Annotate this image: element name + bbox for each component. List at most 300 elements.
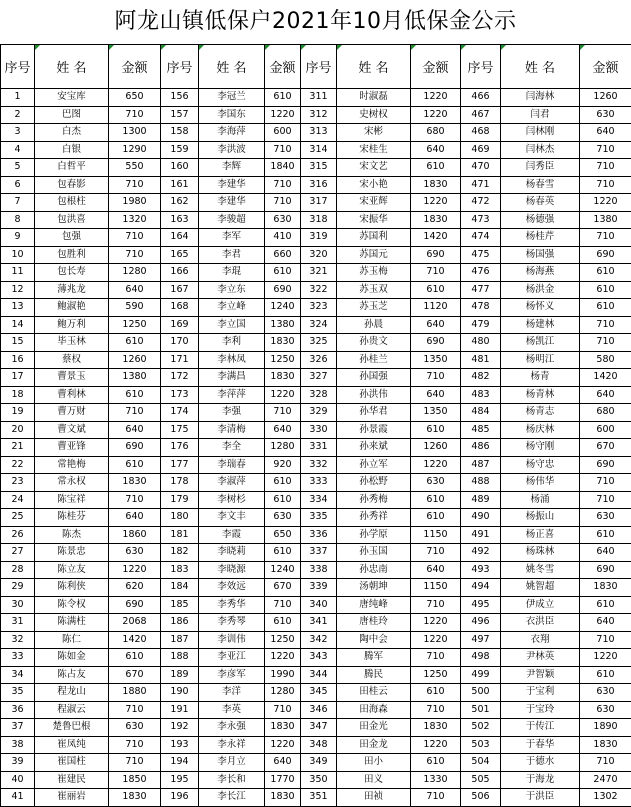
index-cell: 25 — [1, 509, 35, 527]
index-cell: 471 — [461, 176, 501, 194]
amount-cell: 1830 — [580, 736, 631, 754]
name-cell: 李永强 — [199, 719, 265, 737]
name-cell: 孙国强 — [337, 369, 411, 387]
amount-cell: 710 — [109, 106, 161, 124]
index-cell: 311 — [301, 89, 337, 107]
index-cell: 160 — [161, 159, 199, 177]
cell-marker-icon — [199, 45, 204, 50]
table-row — [1, 579, 631, 597]
index-cell: 487 — [461, 456, 501, 474]
index-cell: 333 — [301, 474, 337, 492]
table-row — [1, 124, 631, 142]
index-cell: 167 — [161, 281, 199, 299]
index-cell: 329 — [301, 404, 337, 422]
name-cell: 陈桂芬 — [35, 509, 109, 527]
name-cell: 于宝玲 — [501, 701, 580, 719]
table-row — [1, 176, 631, 194]
name-cell: 杨海燕 — [501, 264, 580, 282]
amount-cell: 1220 — [580, 194, 631, 212]
name-cell: 闫林杰 — [501, 141, 580, 159]
name-cell: 李满昌 — [199, 369, 265, 387]
amount-cell: 680 — [411, 124, 461, 142]
header-col-name-2 — [199, 45, 265, 89]
table-row — [1, 316, 631, 334]
amount-cell: 710 — [411, 649, 461, 667]
index-cell: 39 — [1, 754, 35, 772]
name-cell: 杨青 — [501, 369, 580, 387]
cell-marker-icon — [265, 45, 270, 50]
name-cell: 孙晨 — [337, 316, 411, 334]
name-cell: 李月立 — [199, 754, 265, 772]
name-cell: 田金光 — [337, 719, 411, 737]
name-cell: 衣洪臣 — [501, 614, 580, 632]
amount-cell: 1240 — [265, 299, 301, 317]
name-cell: 李长和 — [199, 771, 265, 789]
index-cell: 163 — [161, 211, 199, 229]
cell-marker-icon — [580, 45, 585, 50]
name-cell: 杨伟华 — [501, 474, 580, 492]
amount-cell: 610 — [265, 264, 301, 282]
name-cell: 崔国柱 — [35, 754, 109, 772]
name-cell: 李海萍 — [199, 124, 265, 142]
amount-cell: 1840 — [265, 159, 301, 177]
name-cell: 闫秀臣 — [501, 159, 580, 177]
amount-cell: 710 — [109, 736, 161, 754]
amount-cell: 610 — [580, 596, 631, 614]
name-cell: 李清梅 — [199, 421, 265, 439]
name-cell: 汤朝坤 — [337, 579, 411, 597]
name-cell: 常永权 — [35, 474, 109, 492]
amount-cell: 710 — [580, 631, 631, 649]
index-cell: 156 — [161, 89, 199, 107]
name-cell: 陈满柱 — [35, 614, 109, 632]
amount-cell: 1420 — [109, 631, 161, 649]
cell-marker-icon — [501, 45, 506, 50]
amount-cell: 610 — [580, 281, 631, 299]
index-cell: 318 — [301, 211, 337, 229]
index-cell: 312 — [301, 106, 337, 124]
name-cell: 苏玉梅 — [337, 264, 411, 282]
table-row — [1, 194, 631, 212]
name-cell: 杨守忠 — [501, 456, 580, 474]
index-cell: 506 — [461, 789, 501, 807]
header-col-name-3 — [337, 45, 411, 89]
table-row — [1, 509, 631, 527]
index-cell: 162 — [161, 194, 199, 212]
name-cell: 宋振华 — [337, 211, 411, 229]
index-cell: 473 — [461, 211, 501, 229]
amount-cell: 1350 — [411, 351, 461, 369]
amount-cell: 710 — [411, 701, 461, 719]
amount-cell: 690 — [109, 596, 161, 614]
name-cell: 程淑云 — [35, 701, 109, 719]
index-cell: 336 — [301, 526, 337, 544]
amount-cell: 610 — [109, 386, 161, 404]
header-col-amount-1 — [109, 45, 161, 89]
name-cell: 白杰 — [35, 124, 109, 142]
amount-cell: 710 — [411, 369, 461, 387]
amount-cell: 410 — [265, 229, 301, 247]
amount-cell: 1830 — [411, 176, 461, 194]
index-cell: 40 — [1, 771, 35, 789]
name-cell: 毕玉林 — [35, 334, 109, 352]
index-cell: 498 — [461, 649, 501, 667]
index-cell: 184 — [161, 579, 199, 597]
amount-cell: 690 — [411, 246, 461, 264]
table-row — [1, 631, 631, 649]
amount-cell: 640 — [109, 281, 161, 299]
amount-cell: 590 — [109, 299, 161, 317]
index-cell: 21 — [1, 439, 35, 457]
index-cell: 34 — [1, 666, 35, 684]
welfare-table — [0, 44, 631, 807]
name-cell: 宋彬 — [337, 124, 411, 142]
index-cell: 488 — [461, 474, 501, 492]
amount-cell: 1300 — [109, 124, 161, 142]
index-cell: 195 — [161, 771, 199, 789]
name-cell: 李淑萍 — [199, 474, 265, 492]
index-cell: 188 — [161, 649, 199, 667]
amount-cell: 610 — [265, 89, 301, 107]
table-row — [1, 649, 631, 667]
table-row — [1, 736, 631, 754]
index-cell: 496 — [461, 614, 501, 632]
amount-cell: 1220 — [411, 194, 461, 212]
amount-cell: 690 — [580, 561, 631, 579]
name-cell: 孙秀祥 — [337, 509, 411, 527]
amount-cell: 640 — [411, 316, 461, 334]
index-cell: 334 — [301, 491, 337, 509]
index-cell: 467 — [461, 106, 501, 124]
index-cell: 345 — [301, 684, 337, 702]
name-cell: 李树杉 — [199, 491, 265, 509]
name-cell: 曹利林 — [35, 386, 109, 404]
amount-cell: 580 — [580, 351, 631, 369]
index-cell: 190 — [161, 684, 199, 702]
name-cell: 陈宝祥 — [35, 491, 109, 509]
name-cell: 杨凯江 — [501, 334, 580, 352]
index-cell: 348 — [301, 736, 337, 754]
index-cell: 1 — [1, 89, 35, 107]
name-cell: 于洪臣 — [501, 789, 580, 807]
amount-cell: 610 — [109, 649, 161, 667]
name-cell: 田祯 — [337, 789, 411, 807]
table-row — [1, 526, 631, 544]
index-cell: 186 — [161, 614, 199, 632]
header-label: 金额 — [422, 61, 448, 76]
index-cell: 24 — [1, 491, 35, 509]
header-col-name-4 — [501, 45, 580, 89]
name-cell: 蔡权 — [35, 351, 109, 369]
index-cell: 14 — [1, 316, 35, 334]
name-cell: 苏国利 — [337, 229, 411, 247]
amount-cell: 1830 — [265, 789, 301, 807]
index-cell: 175 — [161, 421, 199, 439]
name-cell: 李立峰 — [199, 299, 265, 317]
index-cell: 165 — [161, 246, 199, 264]
table-row — [1, 754, 631, 772]
index-cell: 328 — [301, 386, 337, 404]
name-cell: 李立国 — [199, 316, 265, 334]
index-cell: 8 — [1, 211, 35, 229]
table-row — [1, 421, 631, 439]
cell-marker-icon — [301, 45, 306, 50]
table-row — [1, 544, 631, 562]
index-cell: 475 — [461, 246, 501, 264]
amount-cell: 640 — [580, 124, 631, 142]
amount-cell: 1150 — [411, 526, 461, 544]
index-cell: 185 — [161, 596, 199, 614]
name-cell: 时淑磊 — [337, 89, 411, 107]
index-cell: 314 — [301, 141, 337, 159]
index-cell: 181 — [161, 526, 199, 544]
name-cell: 曹文斌 — [35, 421, 109, 439]
amount-cell: 610 — [580, 526, 631, 544]
index-cell: 27 — [1, 544, 35, 562]
index-cell: 9 — [1, 229, 35, 247]
index-cell: 493 — [461, 561, 501, 579]
header-col-amount-4 — [580, 45, 631, 89]
amount-cell: 1250 — [109, 316, 161, 334]
index-cell: 31 — [1, 614, 35, 632]
name-cell: 陈景忠 — [35, 544, 109, 562]
amount-cell: 710 — [265, 404, 301, 422]
index-cell: 194 — [161, 754, 199, 772]
index-cell: 173 — [161, 386, 199, 404]
index-cell: 466 — [461, 89, 501, 107]
name-cell: 陶中会 — [337, 631, 411, 649]
index-cell: 177 — [161, 456, 199, 474]
name-cell: 李建华 — [199, 194, 265, 212]
amount-cell: 630 — [580, 684, 631, 702]
amount-cell: 1220 — [265, 386, 301, 404]
name-cell: 杨振山 — [501, 509, 580, 527]
name-cell: 尹林英 — [501, 649, 580, 667]
name-cell: 崔丽岩 — [35, 789, 109, 807]
index-cell: 2 — [1, 106, 35, 124]
amount-cell: 1250 — [265, 631, 301, 649]
name-cell: 陈占友 — [35, 666, 109, 684]
name-cell: 李冠兰 — [199, 89, 265, 107]
amount-cell: 1220 — [411, 614, 461, 632]
index-cell: 10 — [1, 246, 35, 264]
amount-cell: 710 — [265, 194, 301, 212]
name-cell: 衣翔 — [501, 631, 580, 649]
name-cell: 李效远 — [199, 579, 265, 597]
amount-cell: 1240 — [265, 561, 301, 579]
index-cell: 322 — [301, 281, 337, 299]
amount-cell: 1302 — [580, 789, 631, 807]
index-cell: 196 — [161, 789, 199, 807]
index-cell: 33 — [1, 649, 35, 667]
name-cell: 李国东 — [199, 106, 265, 124]
table-row — [1, 299, 631, 317]
name-cell: 孙华君 — [337, 404, 411, 422]
amount-cell: 710 — [411, 544, 461, 562]
name-cell: 闫林刚 — [501, 124, 580, 142]
index-cell: 179 — [161, 491, 199, 509]
table-row — [1, 89, 631, 107]
header-label: 姓 名 — [525, 61, 555, 76]
index-cell: 317 — [301, 194, 337, 212]
name-cell: 李长江 — [199, 789, 265, 807]
amount-cell: 1770 — [265, 771, 301, 789]
header-label: 序号 — [467, 61, 493, 76]
amount-cell: 690 — [109, 439, 161, 457]
name-cell: 杨桂芹 — [501, 229, 580, 247]
index-cell: 495 — [461, 596, 501, 614]
amount-cell: 1120 — [411, 299, 461, 317]
name-cell: 杨涌 — [501, 491, 580, 509]
table-row — [1, 334, 631, 352]
name-cell: 杨怀义 — [501, 299, 580, 317]
name-cell: 孙桂兰 — [337, 351, 411, 369]
index-cell: 500 — [461, 684, 501, 702]
table-row — [1, 684, 631, 702]
index-cell: 12 — [1, 281, 35, 299]
index-cell: 183 — [161, 561, 199, 579]
name-cell: 宋桂生 — [337, 141, 411, 159]
table-row — [1, 106, 631, 124]
amount-cell: 1380 — [580, 211, 631, 229]
name-cell: 陈仁 — [35, 631, 109, 649]
table-row — [1, 386, 631, 404]
table-row — [1, 491, 631, 509]
name-cell: 陈杰 — [35, 526, 109, 544]
index-cell: 320 — [301, 246, 337, 264]
name-cell: 白哲平 — [35, 159, 109, 177]
name-cell: 李琨 — [199, 264, 265, 282]
header-row — [1, 45, 631, 89]
name-cell: 李霞 — [199, 526, 265, 544]
index-cell: 321 — [301, 264, 337, 282]
table-row — [1, 596, 631, 614]
amount-cell: 1220 — [411, 456, 461, 474]
amount-cell: 2068 — [109, 614, 161, 632]
name-cell: 腾民 — [337, 666, 411, 684]
amount-cell: 620 — [109, 579, 161, 597]
amount-cell: 1990 — [265, 666, 301, 684]
index-cell: 480 — [461, 334, 501, 352]
table-row — [1, 404, 631, 422]
name-cell: 孙立军 — [337, 456, 411, 474]
name-cell: 于传江 — [501, 719, 580, 737]
amount-cell: 610 — [265, 614, 301, 632]
amount-cell: 710 — [580, 754, 631, 772]
amount-cell: 610 — [411, 159, 461, 177]
amount-cell: 1260 — [580, 89, 631, 107]
amount-cell: 630 — [580, 106, 631, 124]
table-row — [1, 719, 631, 737]
amount-cell: 1420 — [580, 369, 631, 387]
name-cell: 李秀华 — [199, 596, 265, 614]
amount-cell: 630 — [580, 509, 631, 527]
amount-cell: 610 — [580, 264, 631, 282]
amount-cell: 1220 — [265, 106, 301, 124]
index-cell: 482 — [461, 369, 501, 387]
name-cell: 曹景玉 — [35, 369, 109, 387]
name-cell: 田小 — [337, 754, 411, 772]
amount-cell: 1290 — [109, 141, 161, 159]
index-cell: 478 — [461, 299, 501, 317]
cell-marker-icon — [337, 45, 342, 50]
name-cell: 李立东 — [199, 281, 265, 299]
amount-cell: 1380 — [265, 316, 301, 334]
name-cell: 伊成立 — [501, 596, 580, 614]
amount-cell: 630 — [109, 544, 161, 562]
index-cell: 346 — [301, 701, 337, 719]
index-cell: 501 — [461, 701, 501, 719]
header-col-name-1 — [35, 45, 109, 89]
index-cell: 15 — [1, 334, 35, 352]
name-cell: 杨德强 — [501, 211, 580, 229]
cell-marker-icon — [109, 45, 114, 50]
name-cell: 苏玉双 — [337, 281, 411, 299]
index-cell: 180 — [161, 509, 199, 527]
amount-cell: 1220 — [580, 649, 631, 667]
amount-cell: 710 — [265, 141, 301, 159]
index-cell: 3 — [1, 124, 35, 142]
amount-cell: 600 — [580, 421, 631, 439]
amount-cell: 1260 — [109, 351, 161, 369]
amount-cell: 630 — [265, 509, 301, 527]
name-cell: 孙松野 — [337, 474, 411, 492]
index-cell: 484 — [461, 404, 501, 422]
amount-cell: 640 — [265, 754, 301, 772]
index-cell: 11 — [1, 264, 35, 282]
amount-cell: 1420 — [411, 229, 461, 247]
amount-cell: 640 — [580, 614, 631, 632]
name-cell: 李洪波 — [199, 141, 265, 159]
header-label: 姓 名 — [358, 61, 388, 76]
table-row — [1, 159, 631, 177]
header-label: 序号 — [166, 61, 192, 76]
amount-cell: 1280 — [109, 264, 161, 282]
name-cell: 李军 — [199, 229, 265, 247]
index-cell: 170 — [161, 334, 199, 352]
index-cell: 158 — [161, 124, 199, 142]
cell-marker-icon — [35, 45, 40, 50]
amount-cell: 630 — [265, 211, 301, 229]
amount-cell: 920 — [265, 456, 301, 474]
name-cell: 田义 — [337, 771, 411, 789]
name-cell: 崔建民 — [35, 771, 109, 789]
name-cell: 杨青林 — [501, 386, 580, 404]
index-cell: 494 — [461, 579, 501, 597]
index-cell: 335 — [301, 509, 337, 527]
index-cell: 191 — [161, 701, 199, 719]
header-label: 序号 — [305, 61, 331, 76]
amount-cell: 630 — [411, 474, 461, 492]
amount-cell: 670 — [265, 579, 301, 597]
amount-cell: 640 — [411, 386, 461, 404]
name-cell: 李全 — [199, 439, 265, 457]
index-cell: 351 — [301, 789, 337, 807]
name-cell: 鲍万利 — [35, 316, 109, 334]
table-row — [1, 456, 631, 474]
index-cell: 35 — [1, 684, 35, 702]
name-cell: 李利 — [199, 334, 265, 352]
name-cell: 李文丰 — [199, 509, 265, 527]
index-cell: 350 — [301, 771, 337, 789]
name-cell: 曹万财 — [35, 404, 109, 422]
table-row — [1, 351, 631, 369]
index-cell: 32 — [1, 631, 35, 649]
amount-cell: 1220 — [411, 106, 461, 124]
name-cell: 薄兆龙 — [35, 281, 109, 299]
name-cell: 陈令权 — [35, 596, 109, 614]
index-cell: 159 — [161, 141, 199, 159]
